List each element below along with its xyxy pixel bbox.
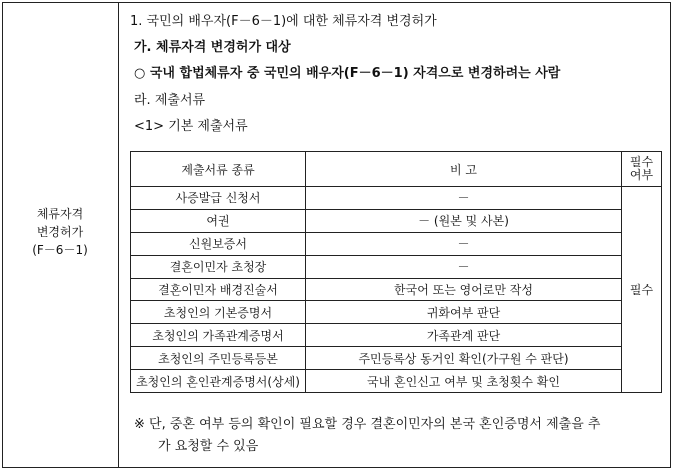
- footnote-line1: ※ 단, 중혼 여부 등의 확인이 필요할 경우 결혼이민자의 본국 혼인증명서 제출을 추: [134, 417, 601, 432]
- table-row: [131, 301, 662, 324]
- header-document-type: 제출서류 종류: [131, 152, 306, 187]
- subsection-a: 가. 체류자격 변경허가 대상: [134, 40, 291, 55]
- document-name: 여권: [131, 209, 306, 232]
- subsection-ra: 라. 제출서류: [134, 93, 206, 108]
- document-remark: － (원본 및 사본): [306, 209, 622, 232]
- document-name: 초청인의 혼인관계증명서(상세): [131, 370, 306, 393]
- document-remark: －: [306, 187, 622, 210]
- visa-category-line2: 변경허가: [36, 225, 84, 239]
- table-header-row: [131, 152, 662, 187]
- table-row: [131, 255, 662, 278]
- header-remarks: 비 고: [306, 152, 622, 187]
- table-row: [131, 324, 662, 347]
- header-required-line1: 필수: [629, 155, 654, 169]
- document-remark: －: [306, 255, 622, 278]
- document-name: 결혼이민자 초청장: [131, 255, 306, 278]
- document-remark: 한국어 또는 영어로만 작성: [306, 278, 622, 301]
- required-cell: 필수: [622, 187, 662, 393]
- document-name: 초청인의 주민등록등본: [131, 347, 306, 370]
- document-remark: 귀화여부 판단: [306, 301, 622, 324]
- eligibility-statement: ○ 국내 합법체류자 중 국민의 배우자(F－6－1) 자격으로 변경하려는 사람: [134, 66, 561, 81]
- documents-table: [130, 151, 662, 393]
- document-name: 결혼이민자 배경진술서: [131, 278, 306, 301]
- table-row: [131, 187, 662, 210]
- header-required-line2: 여부: [629, 168, 654, 182]
- visa-category-line1: 체류자격: [36, 207, 84, 221]
- table-row: [131, 209, 662, 232]
- column-divider: [118, 2, 119, 468]
- section-heading: 1. 국민의 배우자(F－6－1)에 대한 체류자격 변경허가: [130, 14, 437, 29]
- table-row: [131, 232, 662, 255]
- document-name: 초청인의 가족관계증명서: [131, 324, 306, 347]
- document-remark: 가족관계 판단: [306, 324, 622, 347]
- table-row: [131, 347, 662, 370]
- header-required: [622, 152, 662, 187]
- document-remark: 국내 혼인신고 여부 및 초청횟수 확인: [306, 370, 622, 393]
- footnote-line2: 가 요청할 수 있음: [158, 439, 259, 454]
- document-name: 사증발급 신청서: [131, 187, 306, 210]
- visa-category-cell: [3, 205, 117, 259]
- document-name: 신원보증서: [131, 232, 306, 255]
- visa-category-code: (F－6－1): [32, 243, 88, 257]
- table-row: [131, 278, 662, 301]
- document-remark: 주민등록상 동거인 확인(가구원 수 판단): [306, 347, 622, 370]
- document-remark: －: [306, 232, 622, 255]
- table-row: [131, 370, 662, 393]
- subsection-basic-documents: <1> 기본 제출서류: [134, 119, 248, 134]
- document-name: 초청인의 기본증명서: [131, 301, 306, 324]
